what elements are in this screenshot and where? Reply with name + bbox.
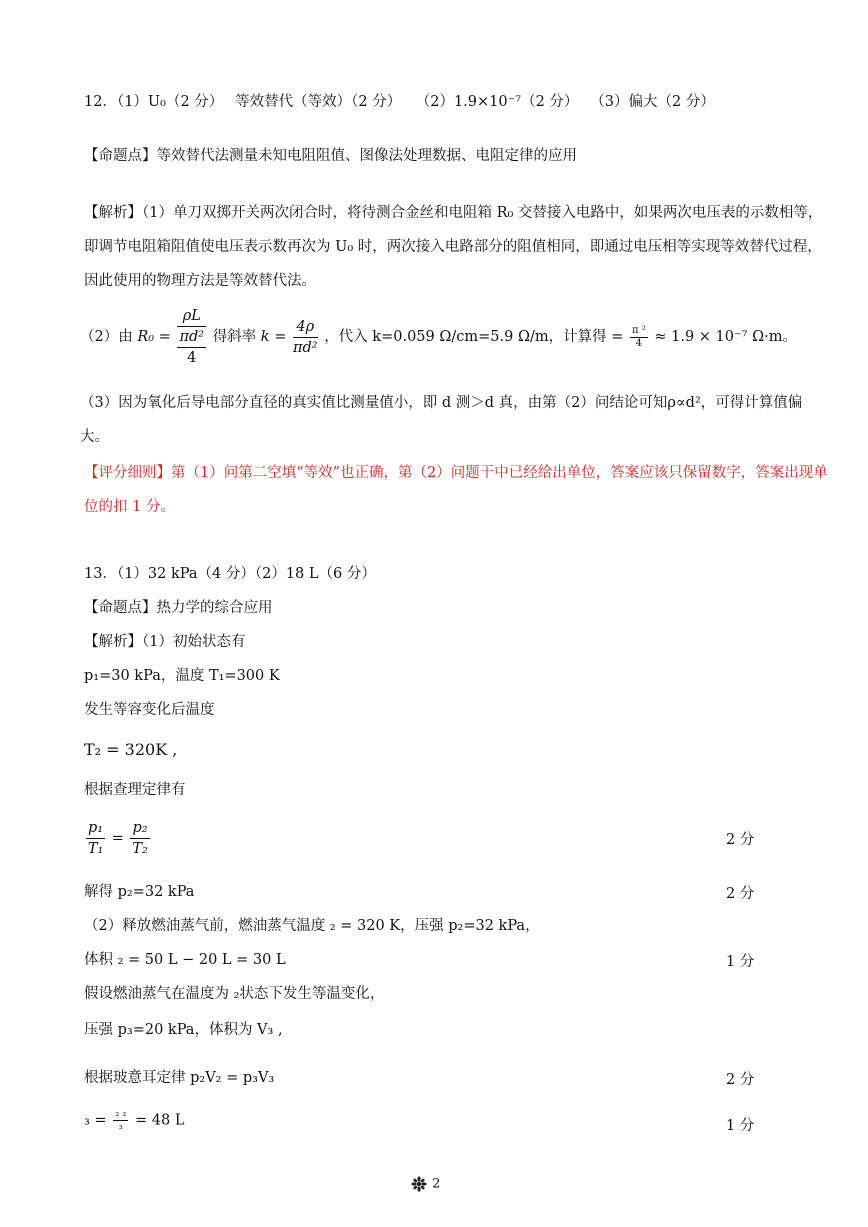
score-solve: 2 分	[726, 886, 755, 902]
q12-analysis-part2	[80, 306, 797, 368]
t2-den: T₂	[132, 841, 148, 857]
q13-boyle: 根据玻意耳定律 p₂V₂ = p₃V₃	[84, 1070, 275, 1086]
p2-t2	[130, 818, 149, 859]
q12-topic: 【命题点】等效替代法测量未知电阻阻值、图像法处理数据、电阻定律的应用	[84, 148, 577, 164]
pi-d2: πd²	[177, 327, 206, 348]
score-charles: 2 分	[726, 832, 755, 848]
rho-l: ρL	[177, 306, 206, 327]
q13-volume: 体积 ₂ = 50 L − 20 L = 30 L	[84, 952, 286, 968]
q13-after-change: 发生等容变化后温度	[84, 702, 215, 718]
p2: p₂	[130, 818, 149, 839]
q13-charles-equation	[84, 818, 152, 859]
part2-prefix: （2）由	[80, 329, 133, 345]
four-rho: 4ρ	[293, 317, 318, 338]
pi2-num: π ²	[631, 324, 646, 336]
q12-scoring-rules: 【评分细则】第（1）问第二空填“等效”也正确，第（2）问题干中已经给出单位，答案应该只保留数字，答案出现单位的扣 1 分。	[84, 465, 828, 515]
q13-part2: （2）释放燃油蒸气前，燃油蒸气温度 ₂ = 320 K，压强 p₂=32 kPa，	[84, 918, 540, 934]
v3-den: ₃	[118, 1121, 123, 1132]
v3-fraction	[113, 1108, 128, 1133]
v3-rhs: = 48 L	[135, 1112, 185, 1129]
v3-lhs: ₃ =	[84, 1112, 107, 1129]
k-symbol: k =	[260, 329, 287, 345]
resistivity-result: ≈ 1.9 × 10⁻⁷ Ω·m。	[654, 329, 797, 345]
page-number: 2	[432, 1176, 441, 1192]
q13-answer: 13．（1）32 kPa（4 分）（2）18 L（6 分）	[84, 566, 376, 582]
score-v3: 1 分	[726, 1118, 755, 1134]
slope-text: 得斜率	[212, 329, 257, 345]
q13-t2: T₂ = 320K ,	[84, 740, 178, 759]
pi2-fraction	[630, 325, 648, 350]
charles-eq: =	[111, 830, 124, 847]
calc-eq: =	[611, 329, 624, 345]
page-footer	[410, 1176, 440, 1192]
pi2-den: 4	[635, 337, 643, 349]
substitution-text: ，代入 k=0.059 Ω/cm=5.9 Ω/m，计算得	[324, 329, 607, 345]
r0-symbol: R₀ =	[137, 329, 171, 345]
four: 4	[187, 350, 197, 366]
q13-v3-equation	[84, 1108, 184, 1133]
v3-num: ₂ ₂	[115, 1108, 127, 1119]
q13-assume: 假设燃油蒸气在温度为 ₂状态下发生等温变化，	[84, 986, 385, 1002]
q13-charles-law: 根据查理定律有	[84, 782, 186, 798]
flower-logo-icon	[410, 1176, 428, 1192]
p1-t1	[86, 818, 105, 859]
t1: T₁	[87, 841, 104, 857]
q12-analysis-part1: 【解析】（1）单刀双掷开关两次闭合时，将待测合金丝和电阻箱 R₀ 交替接入电路中，如果两次电压表的示数相等，即调节电阻箱阻值使电压表示数再次为 U₀ 时，两次接入电路部分的阻值相同，即通过电压相等实现等效替代过程，因此使用的物理方法是等效替代法。	[84, 205, 823, 289]
q13-pressure3: 压强 p₃=20 kPa，体积为 V₃ ,	[84, 1022, 283, 1038]
q12-answer: 12．（1）U₀（2 分） 等效替代（等效）（2 分） （2）1.9×10⁻⁷（2 分） （3）偏大（2 分）	[84, 94, 715, 110]
q13-solve-p2: 解得 p₂=32 kPa	[84, 884, 195, 900]
resistance-fraction	[177, 306, 206, 368]
q13-analysis-start: 【解析】（1）初始状态有	[84, 634, 246, 650]
score-volume: 1 分	[726, 954, 755, 970]
score-boyle: 2 分	[726, 1072, 755, 1088]
q13-topic: 【命题点】热力学的综合应用	[84, 600, 273, 616]
pi-d2-denominator: πd²	[292, 339, 318, 356]
slope-fraction	[293, 317, 318, 358]
p1: p₁	[86, 818, 105, 839]
q13-initial-state: p₁=30 kPa，温度 T₁=300 K	[84, 668, 280, 684]
q12-analysis-part3: （3）因为氧化后导电部分直径的真实值比测量值小，即 d 测＞d 真，由第（2）问结论可知ρ∝d²，可得计算值偏大。	[80, 395, 803, 445]
